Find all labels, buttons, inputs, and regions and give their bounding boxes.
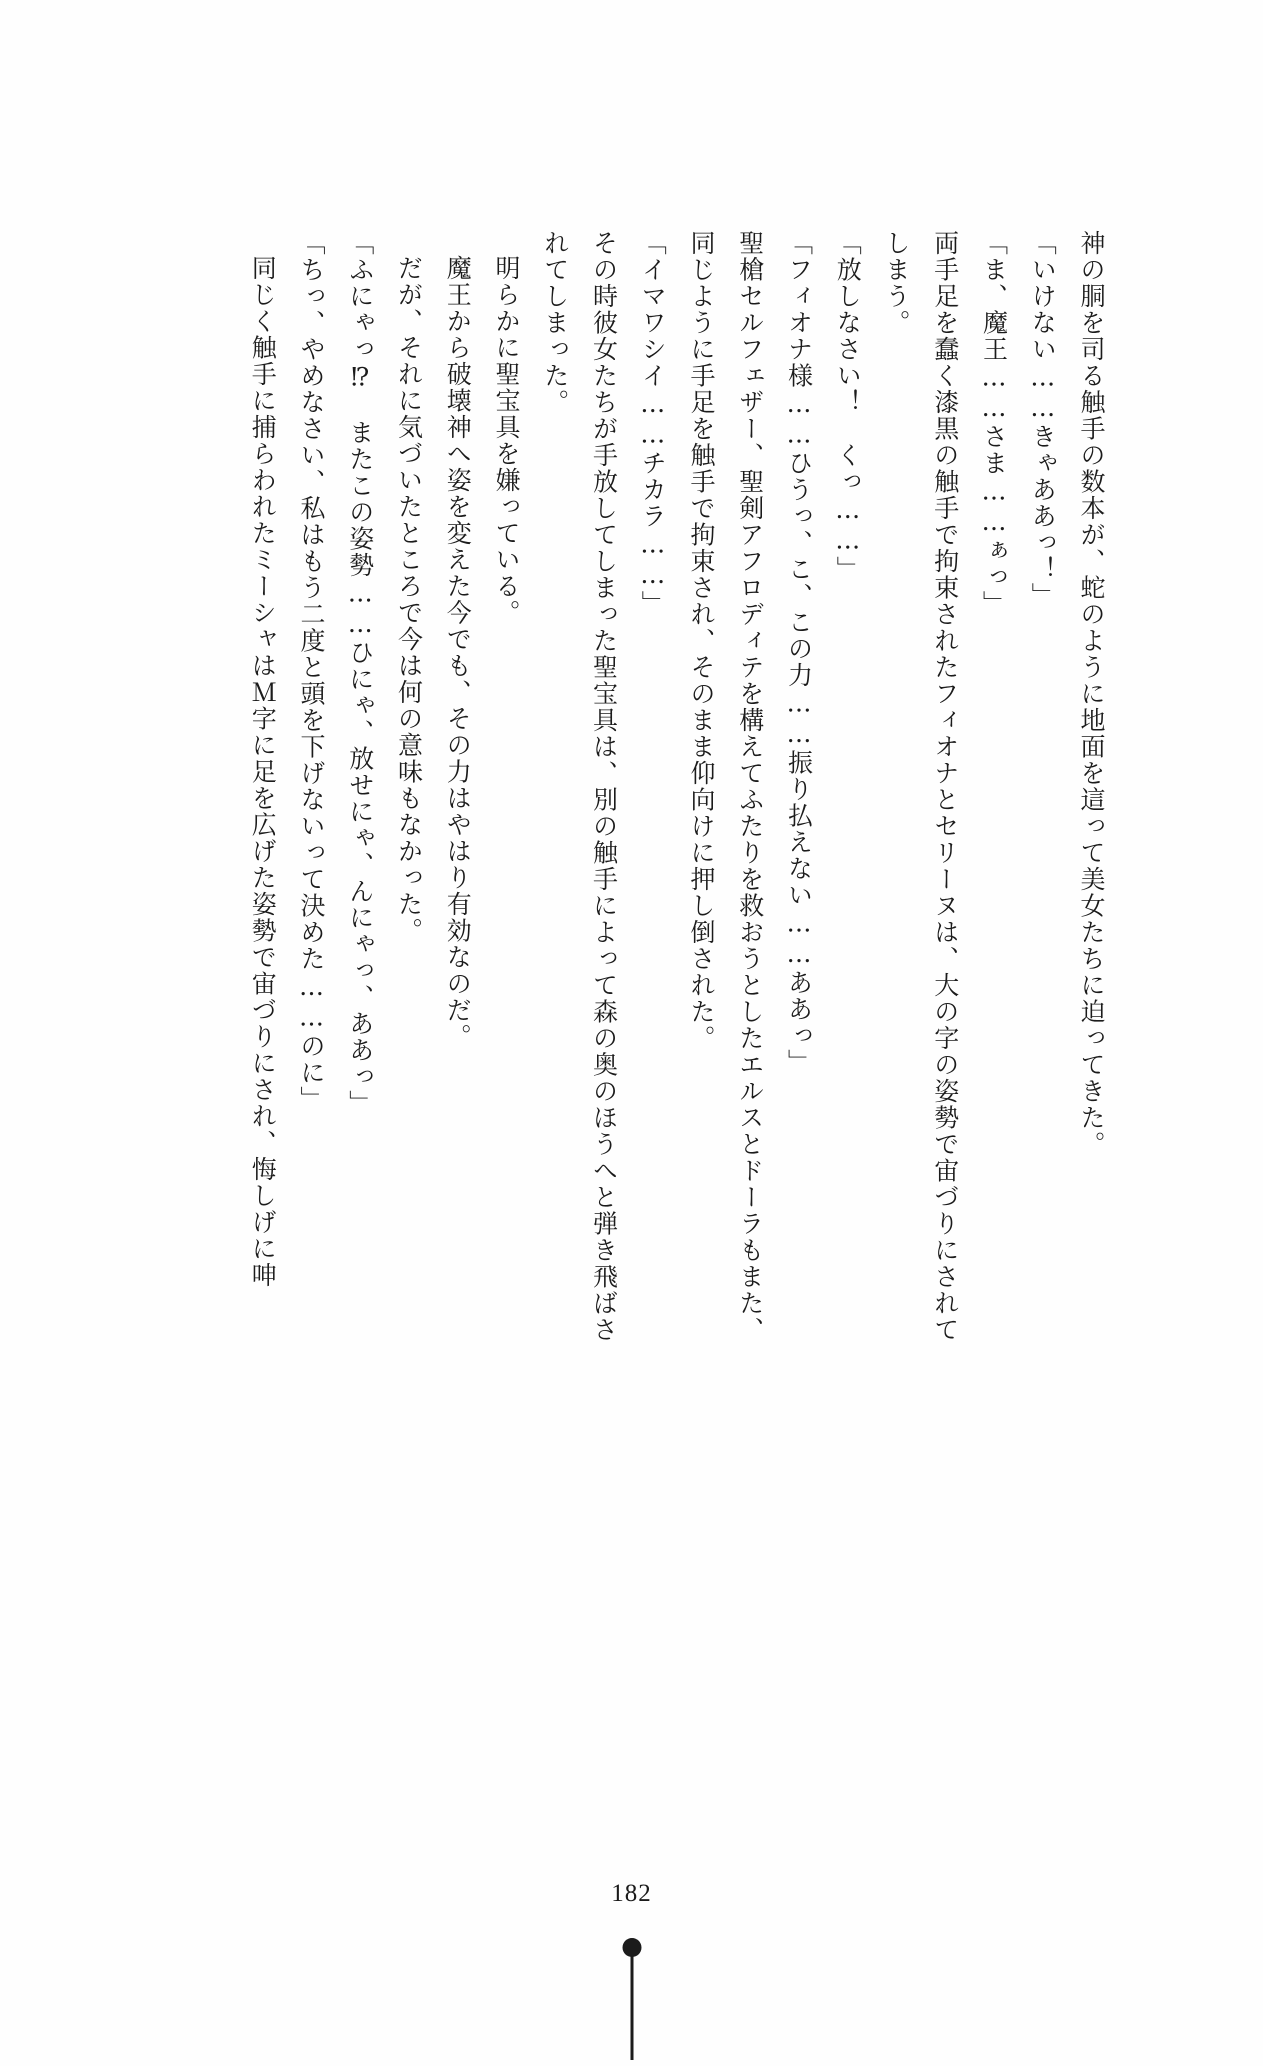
paragraph: 神の胴を司る触手の数本が、蛇のように地面を這って美女たちに迫ってきた。 (1077, 230, 1106, 1158)
paragraph: 両手足を蠢く漆黒の触手で拘束されたフィオナとセリーヌは、大の字の姿勢で宙づりにされてしまう。 (882, 230, 960, 1343)
paragraph: 聖槍セルフェザー、聖剣アフロディテを構えてふたりを救おうとしたエルスとドーラもまた、同じように手足を触手で拘束され、そのまま仰向けに押し倒された。 (687, 230, 765, 1343)
paragraph: 「ちっ、やめなさい、私はもう二度と頭を下げないって決めた……のに」 (297, 230, 326, 1113)
paragraph: だが、それに気づいたところで今は何の意味もなかった。 (394, 255, 424, 944)
body-text (175, 230, 1115, 1360)
page-ornament-icon (617, 1938, 647, 2058)
paragraph: 「いけない……きゃああっ！」 (1028, 230, 1058, 609)
paragraph: 「イマワシイ……チカラ……」 (638, 230, 668, 617)
paragraph: 「フィオナ様……ひうっ、こ、この力……振り払えない……ああっ」 (784, 230, 814, 1076)
paragraph: 同じく触手に捕らわれたミーシャはＭ字に足を広げた姿勢で宙づりにされ、悔しげに呻 (248, 255, 278, 1289)
paragraph: 「ふにゃっ⁉ またこの姿勢……ひにゃ、放せにゃ、んにゃっ、ああっ」 (345, 230, 375, 1117)
paragraph: 明らかに聖宝具を嫌っている。 (492, 255, 521, 626)
page-number: 182 (611, 1880, 652, 1907)
paragraph: その時彼女たちが手放してしまった聖宝具は、別の触手によって森の奥のほうへと弾き飛ばされてしまった。 (540, 230, 619, 1343)
paragraph: 魔王から破壊神へ姿を変えた今でも、その力はやはり有効なのだ。 (443, 255, 473, 1050)
paragraph: 「ま、魔王……さま……ぁっ」 (979, 230, 1009, 617)
paragraph: 「放しなさい！ くっ……」 (833, 230, 863, 583)
ornament-rule (630, 1955, 633, 2060)
